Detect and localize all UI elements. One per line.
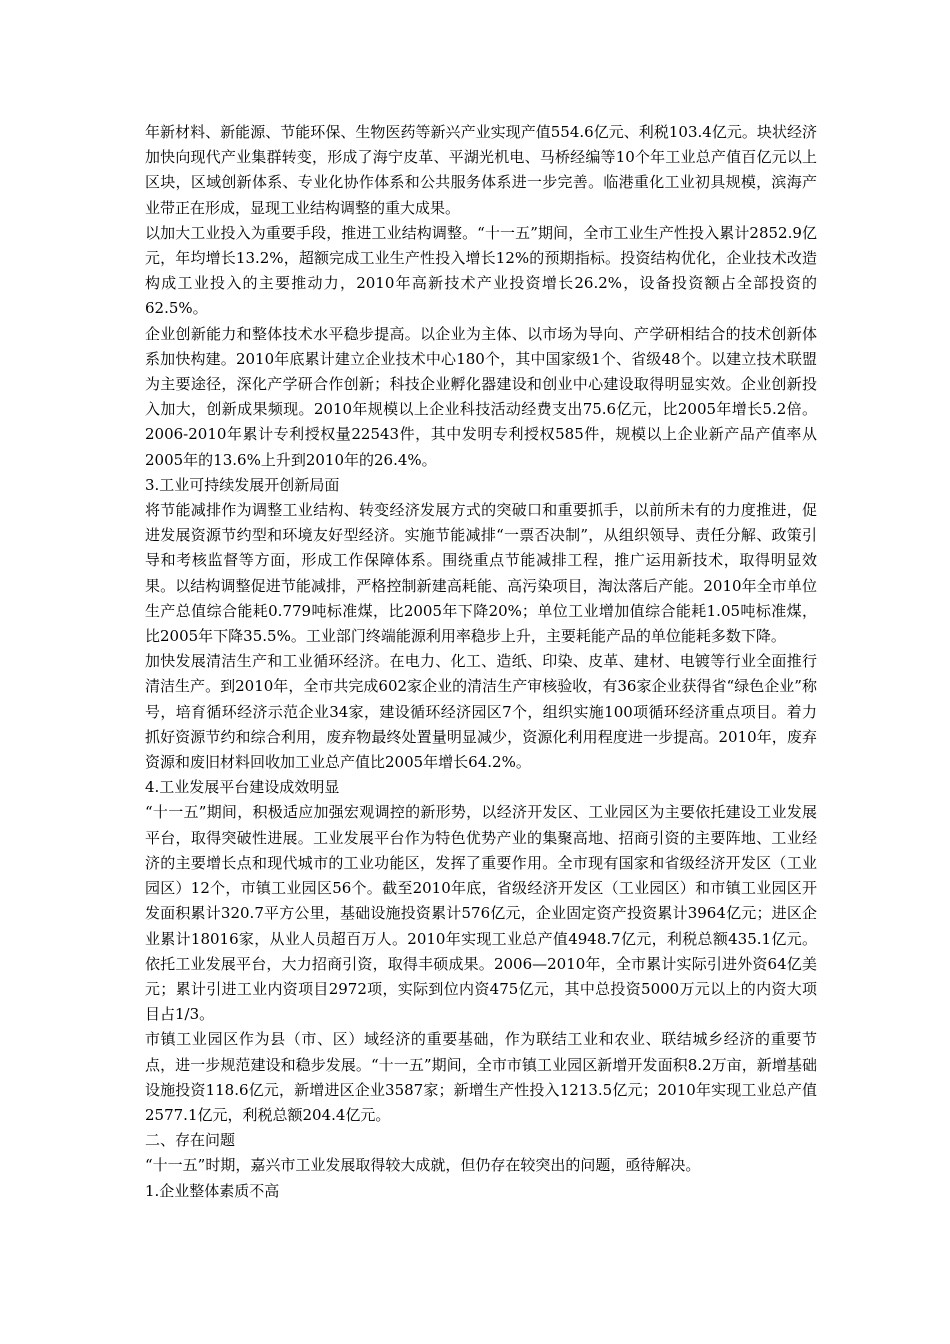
heading-sustainable-development: 3.工业可持续发展开创新局面 — [145, 475, 340, 494]
heading-development-platform: 4.工业发展平台建设成效明显 — [145, 778, 340, 797]
paragraph-development-zones: “十一五”期间，积极适应加强宏观调控的新形势，以经济开发区、工业园区为主要依托建设工业发展平台，取得突破性进展。工业发展平台作为特色优势产业的集聚高地、招商引资的主要阵地、工业经济的主要增长点和现代城市的工业功能区，发挥了重要作用。全市现有国家和省级经济开发区（工业园区）12个，市镇工业园区56个。截至2010年底，省级经济开发区（工业园区）和市镇工业园区开发面积累计320.7平方公里，基础设施投资累计576亿元，企业固定资产投资累计3964亿元；进区企业累计18016家，从业人员超百万人。2010年实现工业总产值4948.7亿元，利税总额435.1亿元。依托工业发展平台，大力招商引资，取得丰硕成果。2006—2010年，全市累计实际引进外资64亿美元；累计引进工业内资项目2972项，实际到位内资475亿元，其中总投资5000万元以上的内资大项目占1/3。 — [145, 803, 818, 1024]
paragraph-emerging-industries: 年新材料、新能源、节能环保、生物医药等新兴产业实现产值554.6亿元、利税103.4亿元。块状经济加快向现代产业集群转变，形成了海宁皮革、平湖光机电、马桥经编等10个年工业总产值百亿元以上区块，区域创新体系、专业化协作体系和公共服务体系进一步完善。临港重化工业初具规模，滨海产业带正在形成，显现工业结构调整的重大成果。 — [145, 123, 817, 217]
paragraph-problems-intro: “十一五”时期，嘉兴市工业发展取得较大成就，但仍存在较突出的问题，亟待解决。 — [145, 1156, 701, 1175]
heading-existing-problems: 二、存在问题 — [145, 1131, 236, 1150]
document-body — [145, 120, 817, 1204]
paragraph-industrial-investment: 以加大工业投入为重要手段，推进工业结构调整。“十一五”期间，全市工业生产性投入累计2852.9亿元，年均增长13.2%，超额完成工业生产性投入增长12%的预期指标。投资结构优化，企业技术改造构成工业投入的主要推动力，2010年高新技术产业投资增长26.2%，设备投资额占全部投资的62.5%。 — [145, 223, 817, 318]
paragraph-energy-saving: 将节能减排作为调整工业结构、转变经济发展方式的突破口和重要抓手，以前所未有的力度推进，促进发展资源节约型和环境友好型经济。实施节能减排“一票否决制”，从组织领导、责任分解、政策引导和考核监督等方面，形成工作保障体系。围绕重点节能减排工程，推广运用新技术，取得明显效果。以结构调整促进节能减排，严格控制新建高耗能、高污染项目，淘汰落后产能。2010年全市单位生产总值综合能耗0.779吨标准煤，比2005年下降20%；单位工业增加值综合能耗1.05吨标准煤，比2005年下降35.5%。工业部门终端能源利用率稳步上升，主要耗能产品的单位能耗多数下降。 — [145, 501, 817, 646]
paragraph-town-industrial-parks: 市镇工业园区作为县（市、区）域经济的重要基础，作为联结工业和农业、联结城乡经济的重要节点，进一步规范建设和稳步发展。“十一五”期间，全市市镇工业园区新增开发面积8.2万亩，新增基础设施投资118.6亿元，新增进区企业3587家；新增生产性投入1213.5亿元；2010年实现工业总产值2577.1亿元，利税总额204.4亿元。 — [145, 1030, 817, 1124]
paragraph-innovation-capacity: 企业创新能力和整体技术水平稳步提高。以企业为主体、以市场为导向、产学研相结合的技术创新体系加快构建。2010年底累计建立企业技术中心180个，其中国家级1个、省级48个。以建立技术联盟为主要途径，深化产学研合作创新；科技企业孵化器建设和创业中心建设取得明显实效。企业创新投入加大，创新成果频现。2010年规模以上企业科技活动经费支出75.6亿元，比2005年增长5.2倍。2006-2010年累计专利授权量22543件，其中发明专利授权585件，规模以上企业新产品产值率从2005年的13.6%上升到2010年的26.4%。 — [145, 324, 817, 469]
paragraph-clean-production: 加快发展清洁生产和工业循环经济。在电力、化工、造纸、印染、皮革、建材、电镀等行业全面推行清洁生产。到2010年，全市共完成602家企业的清洁生产审核验收，有36家企业获得省“绿色企业”称号，培育循环经济示范企业34家，建设循环经济园区7个，组织实施100项循环经济重点项目。着力抓好资源节约和综合利用，废弃物最终处置量明显减少，资源化利用程度进一步提高。2010年，废弃资源和废旧材料回收加工业总产值比2005年增长64.2%。 — [145, 652, 817, 772]
heading-enterprise-quality: 1.企业整体素质不高 — [145, 1181, 280, 1200]
